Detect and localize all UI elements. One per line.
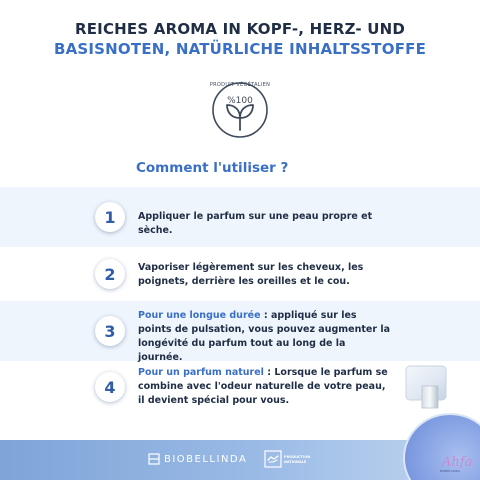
step-3-highlight: Pour une longue durée (138, 310, 261, 321)
biobellinda-logo-icon (148, 453, 160, 465)
step-4-body: : Lorsque le parfum se combine avec l'odeur naturelle de votre peau, il devient spécial pour vous. (138, 367, 388, 406)
production-label: PRODUCTION NATIONALE (284, 455, 311, 464)
footer-brand: BIOBELLINDA (164, 454, 248, 465)
howto-title: Comment l'utiliser ? (136, 160, 289, 176)
step-1-text (138, 210, 393, 238)
step-3-body: : appliqué sur les points de pulsation, vous pouvez augmenter la longévité du parfum tout au long de la journée. (138, 310, 391, 363)
handshake-icon (264, 450, 282, 468)
step-4-number: 4 (95, 372, 125, 402)
leaf-icon (210, 80, 270, 140)
step-1-number: 1 (95, 202, 125, 232)
bottle-name: Ahfa (442, 455, 473, 470)
step-4-highlight: Pour un parfum naturel (138, 367, 264, 378)
step-3-number: 3 (95, 316, 125, 346)
badge-label: PRODUIT VÉGÉTALIEN (209, 82, 271, 88)
step-2-text (138, 261, 393, 289)
step-1-body: Appliquer le parfum sur une peau propre et sèche. (138, 211, 373, 236)
heading-line-2: BASISNOTEN, NATÜRLICHE INHALTSSTOFFE (53, 40, 427, 58)
step-3-text (138, 309, 393, 365)
step-4-text (138, 366, 393, 408)
badge-percent: %100 (227, 96, 253, 106)
step-2-number: 2 (95, 259, 125, 289)
bottle-sub: BIOBELLINDA (440, 469, 461, 473)
step-2-body: Vaporiser légèrement sur les cheveux, les poignets, derrière les oreilles et le cou. (138, 262, 364, 287)
heading-line-1: REICHES AROMA IN KOPF-, HERZ- UND (74, 20, 406, 38)
